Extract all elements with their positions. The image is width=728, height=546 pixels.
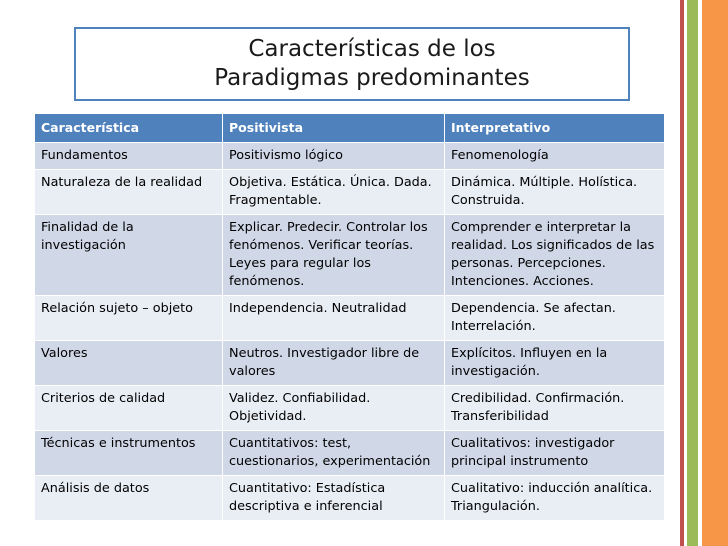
row-label: Criterios de calidad	[35, 386, 223, 431]
positivista-cell: Objetiva. Estática. Única. Dada. Fragmentable.	[223, 170, 445, 215]
decorative-stripes	[680, 0, 728, 546]
table-row	[35, 476, 665, 521]
row-label: Relación sujeto – objeto	[35, 296, 223, 341]
positivista-cell: Cuantitativos: test, cuestionarios, experimentación	[223, 431, 445, 476]
positivista-cell: Positivismo lógico	[223, 143, 445, 170]
table-row	[35, 143, 665, 170]
header-positivista: Positivista	[223, 114, 445, 143]
positivista-cell: Independencia. Neutralidad	[223, 296, 445, 341]
interpretativo-cell: Fenomenología	[445, 143, 665, 170]
row-label: Valores	[35, 341, 223, 386]
positivista-cell: Validez. Confiabilidad. Objetividad.	[223, 386, 445, 431]
title-box	[74, 27, 630, 101]
row-label: Técnicas e instrumentos	[35, 431, 223, 476]
row-label: Naturaleza de la realidad	[35, 170, 223, 215]
positivista-cell: Neutros. Investigador libre de valores	[223, 341, 445, 386]
comparison-table	[34, 113, 665, 521]
table-row	[35, 215, 665, 296]
interpretativo-cell: Comprender e interpretar la realidad. Los significados de las personas. Percepciones. Intenciones. Acciones.	[445, 215, 665, 296]
interpretativo-cell: Explícitos. Influyen en la investigación.	[445, 341, 665, 386]
interpretativo-cell: Credibilidad. Confirmación. Transferibilidad	[445, 386, 665, 431]
positivista-cell: Cuantitativo: Estadística descriptiva e inferencial	[223, 476, 445, 521]
row-label: Fundamentos	[35, 143, 223, 170]
stripe-orange	[702, 0, 728, 546]
positivista-cell: Explicar. Predecir. Controlar los fenómenos. Verificar teorías. Leyes para regular los fenómenos.	[223, 215, 445, 296]
table-row	[35, 296, 665, 341]
stripe-red	[680, 0, 684, 546]
table-row	[35, 386, 665, 431]
row-label: Finalidad de la investigación	[35, 215, 223, 296]
header-interpretativo: Interpretativo	[445, 114, 665, 143]
slide-title: Características de los Paradigmas predominantes	[214, 36, 530, 91]
stripe-green	[687, 0, 698, 546]
interpretativo-cell: Dinámica. Múltiple. Holística. Construida.	[445, 170, 665, 215]
header-caracteristica: Característica	[35, 114, 223, 143]
row-label: Análisis de datos	[35, 476, 223, 521]
table-row	[35, 170, 665, 215]
table-header-row	[35, 114, 665, 143]
interpretativo-cell: Cualitativo: inducción analítica. Triangulación.	[445, 476, 665, 521]
table-row	[35, 341, 665, 386]
table-row	[35, 431, 665, 476]
interpretativo-cell: Cualitativos: investigador principal instrumento	[445, 431, 665, 476]
interpretativo-cell: Dependencia. Se afectan. Interrelación.	[445, 296, 665, 341]
